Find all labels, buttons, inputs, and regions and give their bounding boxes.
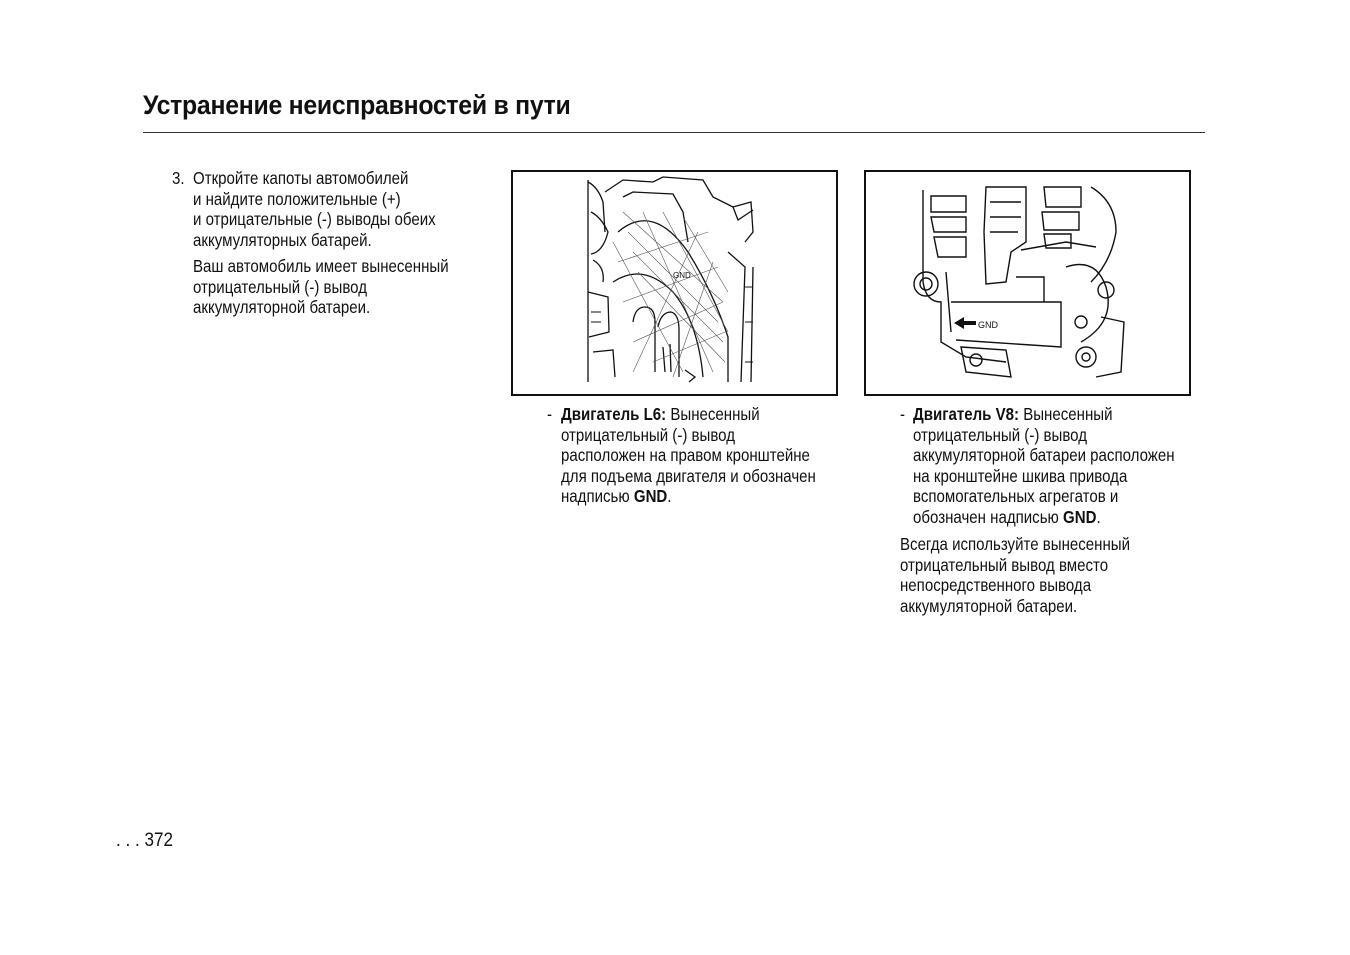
step-line: и найдите положительные (+)	[193, 188, 401, 209]
step-line: и отрицательные (-) выводы обеих	[193, 209, 436, 229]
v8-caption-line: вспомогательных агрегатов и	[913, 486, 1119, 506]
l6-engine-drawing	[513, 172, 836, 394]
v8-note-line: Всегда используйте вынесенный	[900, 534, 1131, 554]
l6-gnd-label: GND	[673, 271, 691, 280]
v8-engine-drawing	[866, 172, 1189, 394]
v8-engine-label: Двигатель V8:	[913, 404, 1020, 424]
l6-caption-first-line	[561, 404, 816, 425]
v8-caption-last-prefix: обозначен надписью	[913, 506, 1064, 527]
v8-note-line: непосредственного вывода	[900, 575, 1092, 595]
l6-caption-last-prefix: надписью	[561, 486, 634, 506]
v8-caption-gnd: GND	[1063, 506, 1097, 527]
v8-gnd-label: GND	[978, 320, 998, 330]
l6-caption-line: для подъема двигателя и обозначен	[561, 465, 816, 486]
l6-caption-first-rest: Вынесенный	[666, 404, 760, 424]
l6-engine-illustration	[511, 170, 838, 396]
step-note-line: аккумуляторной батареи.	[193, 297, 371, 317]
l6-caption-last-suffix: .	[667, 486, 672, 506]
v8-caption-last-suffix: .	[1096, 506, 1101, 527]
step-note-line: отрицательный (-) вывод	[193, 276, 367, 297]
v8-note-line: аккумуляторной батареи.	[900, 595, 1078, 616]
v8-caption	[913, 404, 1175, 527]
step-number: 3.	[172, 168, 185, 188]
v8-engine-illustration	[864, 170, 1191, 396]
page-number: . . . 372	[116, 830, 174, 851]
v8-caption-line: отрицательный (-) вывод	[913, 424, 1087, 445]
l6-caption-gnd: GND	[633, 486, 668, 506]
l6-caption-dash: -	[547, 404, 553, 424]
step-line: аккумуляторных батарей.	[193, 229, 372, 250]
v8-caption-last-line	[913, 507, 1175, 528]
v8-caption-dash: -	[900, 404, 906, 424]
l6-engine-label: Двигатель L6:	[561, 404, 667, 424]
v8-caption-line: аккумуляторной батареи расположен	[913, 445, 1175, 465]
page-title: Устранение неисправностей в пути	[143, 90, 571, 120]
v8-caption-first-line	[913, 404, 1175, 425]
title-divider	[143, 132, 1205, 133]
v8-caption-first-rest: Вынесенный	[1019, 404, 1113, 424]
step-note	[193, 256, 449, 318]
l6-caption	[561, 404, 816, 507]
step-instruction	[193, 168, 436, 250]
step-line: Откройте капоты автомобилей	[193, 168, 409, 188]
l6-caption-line: отрицательный (-) вывод	[561, 424, 735, 445]
v8-note	[900, 534, 1130, 616]
l6-caption-last-line	[561, 486, 816, 507]
v8-caption-line: на кронштейне шкива привода	[913, 465, 1128, 486]
step-note-line: Ваш автомобиль имеет вынесенный	[193, 256, 449, 276]
v8-note-line: отрицательный вывод вместо	[900, 554, 1109, 575]
l6-caption-line: расположен на правом кронштейне	[561, 445, 810, 465]
